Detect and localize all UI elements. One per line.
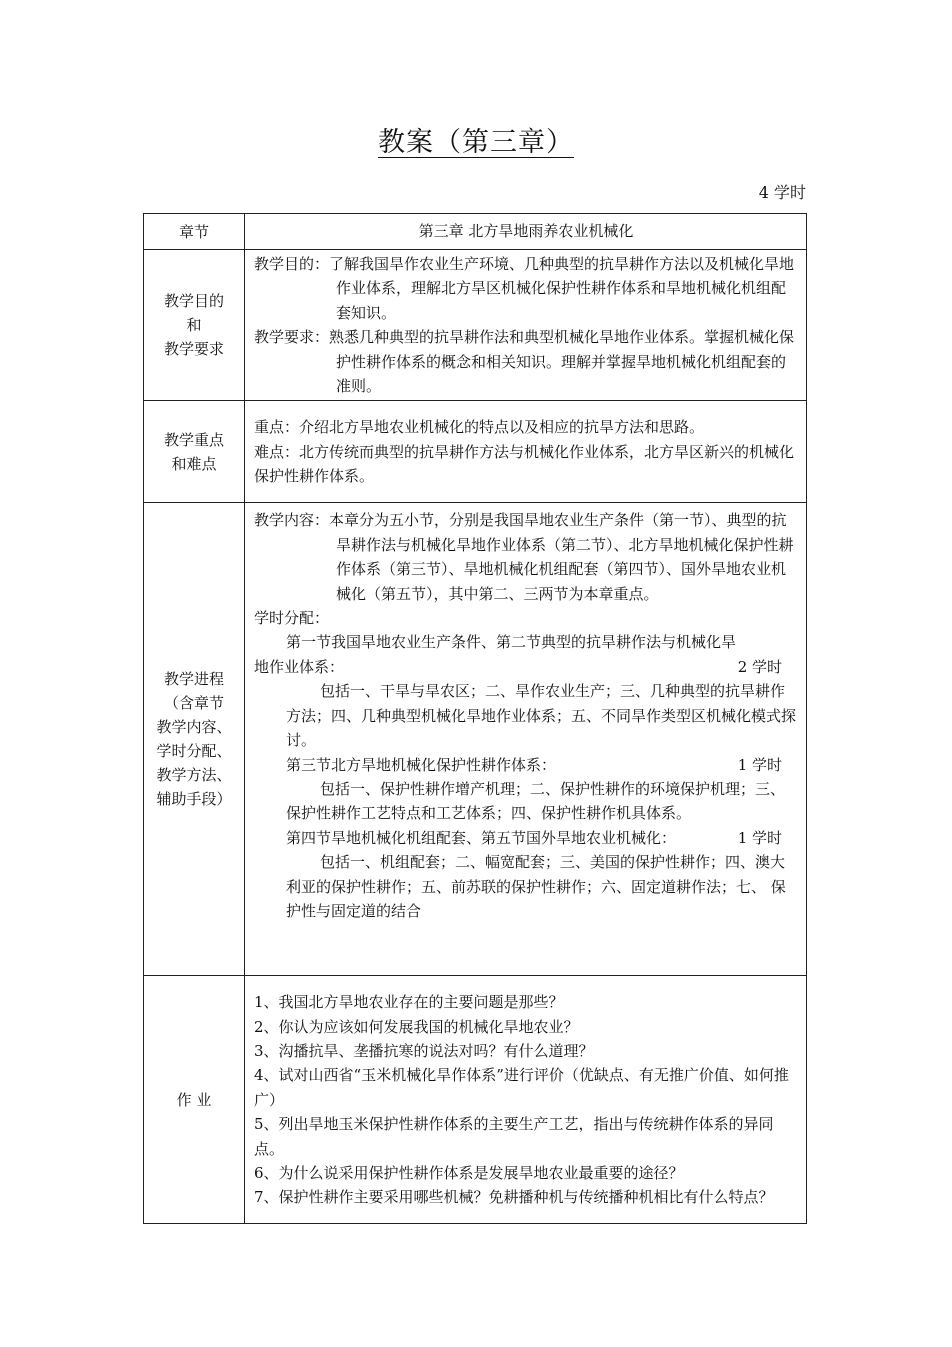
section1-title: 第一节我国旱地农业生产条件、第二节典型的抗旱耕作法与机械化旱	[286, 633, 737, 652]
progress-label-line: 教学内容、	[156, 718, 232, 737]
teaching-requirement: 教学要求：熟悉几种典型的抗旱耕作法和典型机械化旱地作业体系。掌握机械化保护性耕作体系的概念和相关知识。理解并掌握旱地机械化机组配套的准则。	[254, 328, 795, 396]
homework-content	[245, 976, 807, 1224]
section1-title-cont: 地作业体系：	[254, 657, 345, 676]
homework-item: 5、列出旱地玉米保护性耕作体系的主要生产工艺，指出与传统耕作体系的异同点。	[254, 1115, 774, 1158]
homework-label: 作 业	[144, 976, 245, 1224]
section4-hours: 1 学时	[737, 828, 782, 847]
progress-label-line: 教学方法、	[156, 766, 232, 785]
section1-title-row	[254, 655, 798, 679]
page-title-text: 教案（第三章）	[378, 127, 574, 158]
key-points-content	[245, 401, 807, 503]
homework-item: 7、保护性耕作主要采用哪些机械？免耕播种机与传统播种机相比有什么特点？	[254, 1188, 774, 1207]
section3-title: 第三节北方旱地机械化保护性耕作体系：	[286, 755, 557, 774]
allocation-label: 学时分配：	[254, 609, 330, 628]
section4-title-row	[254, 826, 798, 850]
objectives-label-line: 教学要求	[163, 340, 224, 359]
key-point: 重点：介绍北方旱地农业机械化的特点以及相应的抗旱方法和思路。	[254, 418, 705, 437]
table-row-key-points	[144, 401, 807, 503]
page-title	[0, 120, 952, 159]
table-row-homework	[144, 976, 807, 1224]
section4-detail: 包括一、机组配套；二、幅宽配套；三、美国的保护性耕作；四、澳大利亚的保护性耕作；五、前苏联的保护性耕作；六、固定道耕作法；七、 保护性与固定道的结合	[286, 853, 786, 920]
homework-item: 1、我国北方旱地农业存在的主要问题是那些？	[254, 993, 564, 1012]
section3-hours: 1 学时	[737, 755, 782, 774]
difficult-point: 难点：北方传统而典型的抗旱耕作方法与机械化作业体系，北方旱区新兴的机械化保护性耕作体系。	[254, 442, 795, 486]
section3-detail: 包括一、保护性耕作增产机理；二、保护性耕作的环境保护机理；三、保护性耕作工艺特点和工艺体系；四、保护性耕作机具体系。	[286, 779, 786, 823]
total-hours: 4 学时	[758, 183, 806, 202]
progress-label-line: 辅助手段）	[156, 790, 232, 809]
objectives-content	[245, 250, 807, 401]
teaching-content: 教学内容：本章分为五小节，分别是我国旱地农业生产条件（第一节）、典型的抗旱耕作法与机械化旱地作业体系（第二节）、北方旱地机械化保护性耕作体系（第三节）、旱地机械化机组配套（第四节）、国外旱地农业机械化（第五节），其中第二、三两节为本章重点。	[254, 511, 794, 603]
lesson-plan-table	[143, 213, 807, 1224]
objectives-label	[144, 250, 245, 401]
progress-label-line: 教学进程	[163, 670, 224, 689]
section1-detail: 包括一、干旱与旱农区；二、旱作农业生产；三、几种典型的抗旱耕作方法；四、几种典型机械化旱地作业体系；五、不同旱作类型区机械化模式探讨。	[286, 682, 797, 750]
progress-label-line: 学时分配、	[156, 742, 232, 761]
chapter-label: 章节	[144, 214, 245, 250]
progress-content	[245, 503, 807, 976]
table-row-chapter	[144, 214, 807, 250]
objectives-label-line: 和	[186, 316, 202, 335]
teaching-goal: 教学目的：了解我国旱作农业生产环境、几种典型的抗旱耕作方法以及机械化旱地作业体系，理解北方旱区机械化保护性耕作体系和旱地机械化机组配套知识。	[254, 255, 795, 322]
progress-label-line: （含章节	[163, 694, 224, 713]
key-points-label	[144, 401, 245, 503]
key-points-label-line: 和难点	[171, 454, 217, 473]
chapter-content: 第三章 北方旱地雨养农业机械化	[245, 214, 807, 250]
section1-hours: 2 学时	[737, 657, 782, 676]
section4-title: 第四节旱地机械化机组配套、第五节国外旱地农业机械化：	[286, 828, 677, 847]
section3-title-row	[254, 753, 798, 777]
progress-label	[144, 503, 245, 976]
objectives-label-line: 教学目的	[163, 292, 224, 311]
table-row-progress	[144, 503, 807, 976]
homework-item: 4、试对山西省“玉米机械化旱作体系”进行评价（优缺点、有无推广价值、如何推广）	[254, 1066, 789, 1109]
homework-item: 6、为什么说采用保护性耕作体系是发展旱地农业最重要的途径？	[254, 1163, 684, 1182]
homework-item: 2、你认为应该如何发展我国的机械化旱地农业？	[254, 1017, 579, 1036]
table-row-objectives	[144, 250, 807, 401]
key-points-label-line: 教学重点	[163, 430, 224, 449]
homework-item: 3、沟播抗旱、垄播抗寒的说法对吗？有什么道理？	[254, 1041, 594, 1060]
